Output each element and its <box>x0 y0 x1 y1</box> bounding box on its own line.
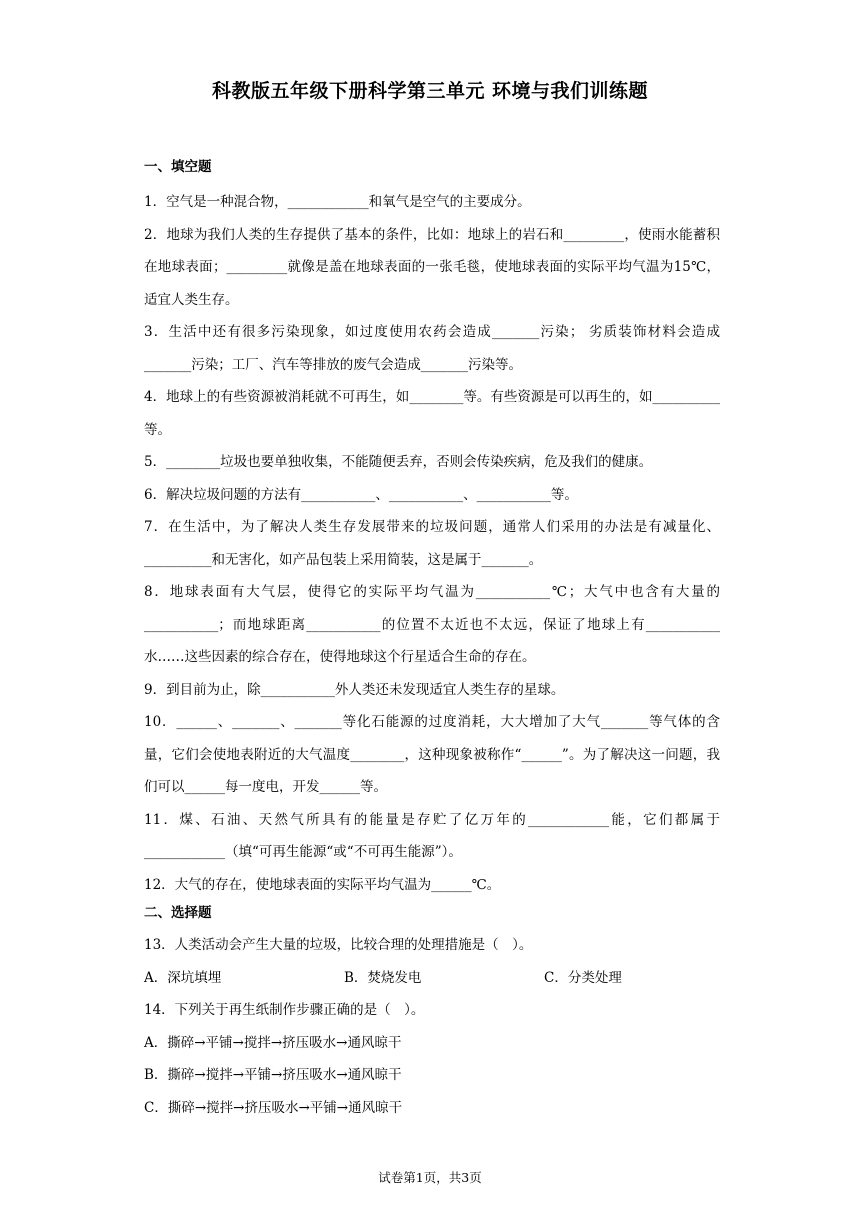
option-a: A．深坑填埋 <box>144 969 222 986</box>
page-footer: 试卷第1页，共3页 <box>378 1170 482 1185</box>
question-1: 1．空气是一种混合物，____________和氧气是空气的主要成分。 <box>144 194 531 210</box>
question-6: 6．解决垃圾问题的方法有___________、___________、___________等。 <box>144 486 578 503</box>
section-heading-fill-blank: 一、填空题 <box>144 159 212 175</box>
question-12: 12．大气的存在，使地球表面的实际平均气温为______℃。 <box>144 876 501 893</box>
question-10: 10．______、_______、_______等化石能源的过度消耗，大大增加了大气_______等气体的含量，它们会使地表附近的大气温度________，这种现象被称作“______”。为了解决这一问题，我们可以______每一度电，开发______等。 <box>144 714 720 795</box>
question-11: 11．煤、石油、天然气所具有的能量是存贮了亿万年的____________能，它们都属于____________（填“可再生能源“或“不可再生能源”）。 <box>144 811 720 860</box>
option-a: A．撕碎→平铺→搅拌→挤压吸水→通风晾干 <box>144 1034 402 1051</box>
option-c: C．撕碎→搅拌→挤压吸水→平铺→通风晾干 <box>144 1099 403 1116</box>
question-2: 2．地球为我们人类的生存提供了基本的条件，比如：地球上的岩石和_________，使雨水能蓄积在地球表面；_________就像是盖在地球表面的一张毛毯，使地球表面的实际平均气温为15℃，适宜人类生存。 <box>144 226 720 308</box>
question-8: 8．地球表面有大气层，使得它的实际平均气温为___________℃；大气中也含有大量的___________；而地球距离___________的位置不太近也不太远，保证了地球上有___________水……这些因素的综合存在，使得地球这个行星适合生命的存在。 <box>144 584 720 665</box>
option-b: B．焚烧发电 <box>344 969 422 986</box>
option-c: C．分类处理 <box>544 969 622 986</box>
question-3: 3．生活中还有很多污染现象，如过度使用农药会造成_______污染； 劣质装饰材料会造成_______污染；工厂、汽车等排放的废气会造成_______污染等。 <box>144 324 720 373</box>
section-heading-multiple-choice: 二、选择题 <box>144 905 212 921</box>
question-4: 4．地球上的有些资源被消耗就不可再生，如________等。有些资源是可以再生的，如__________等。 <box>144 389 720 438</box>
question-9: 9．到目前为止，除___________外人类还未发现适宜人类生存的星球。 <box>144 681 565 698</box>
page-title: 科教版五年级下册科学第三单元 环境与我们训练题 <box>211 80 649 102</box>
question-7: 7．在生活中，为了解决人类生存发展带来的垃圾问题，通常人们采用的办法是有减量化、__________和无害化，如产品包装上采用简装，这是属于_______。 <box>144 519 720 568</box>
question-14: 14．下列关于再生纸制作步骤正确的是（ ）。 <box>144 1002 425 1018</box>
question-13: 13．人类活动会产生大量的垃圾，比较合理的处理措施是（ ）。 <box>144 937 533 953</box>
option-b: B．撕碎→搅拌→平铺→挤压吸水→通风晾干 <box>144 1067 402 1083</box>
question-13-options <box>144 962 720 995</box>
exam-content <box>144 157 720 1124</box>
question-5: 5．________垃圾也要单独收集，不能随便丢弃，否则会传染疾病，危及我们的健康。 <box>144 454 653 470</box>
